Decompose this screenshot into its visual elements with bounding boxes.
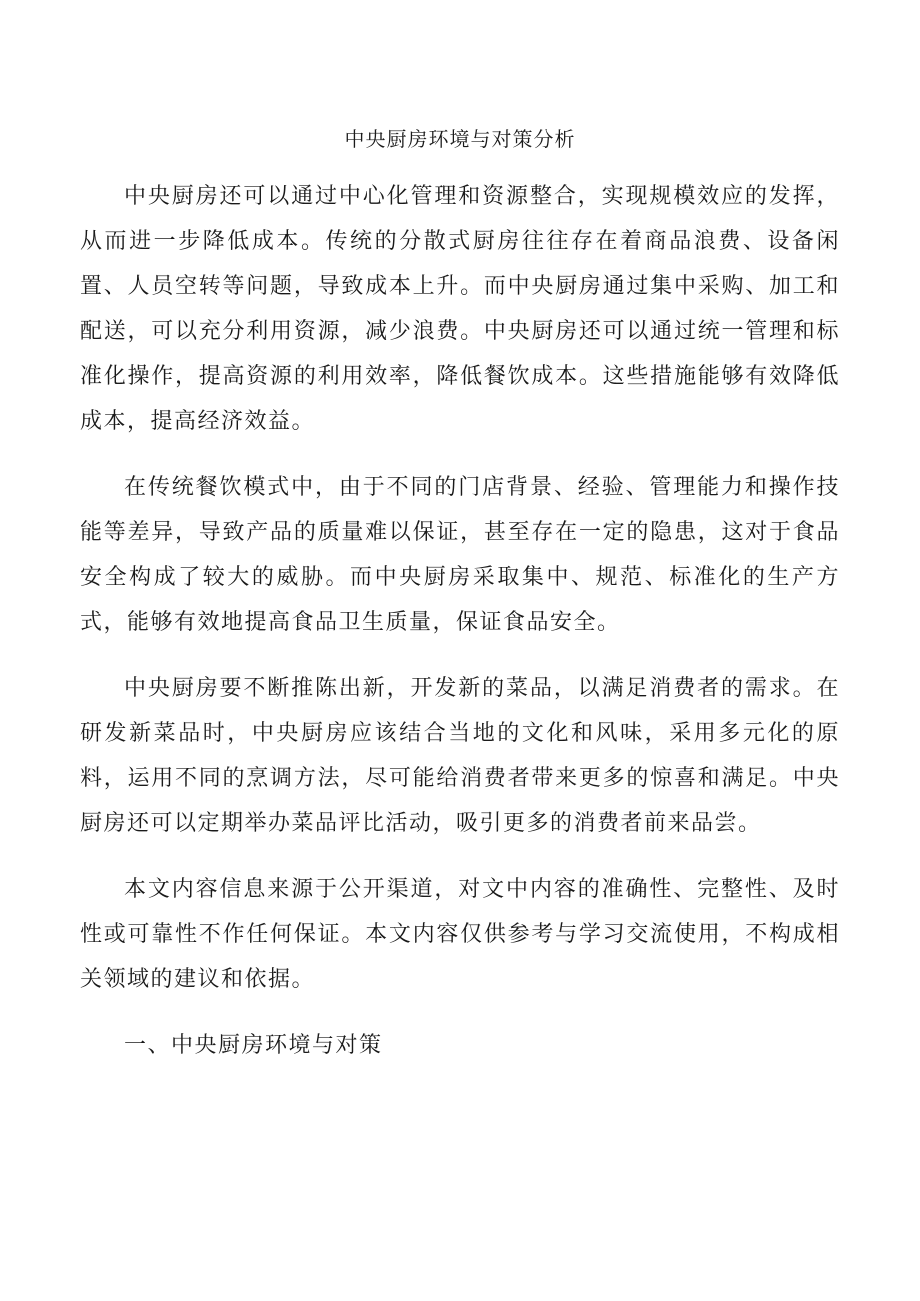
paragraph-cost-reduction: 中央厨房还可以通过中心化管理和资源整合，实现规模效应的发挥，从而进一步降低成本。传统的分散式厨房往往存在着商品浪费、设备闲置、人员空转等问题，导致成本上升。而中央厨房通过集中采购、加工和配送，可以充分利用资源，减少浪费。中央厨房还可以通过统一管理和标准化操作，提高资源的利用效率，降低餐饮成本。这些措施能够有效降低成本，提高经济效益。 [80, 184, 840, 434]
paragraph-disclaimer: 本文内容信息来源于公开渠道，对文中内容的准确性、完整性、及时性或可靠性不作任何保证。本文内容仅供参考与学习交流使用，不构成相关领域的建议和依据。 [80, 877, 840, 992]
section-heading: 一、中央厨房环境与对策 [124, 1033, 383, 1058]
document-title: 中央厨房环境与对策分析 [344, 127, 576, 151]
paragraph-food-safety: 在传统餐饮模式中，由于不同的门店背景、经验、管理能力和操作技能等差异，导致产品的质量难以保证，甚至存在一定的隐患，这对于食品安全构成了较大的威胁。而中央厨房采取集中、规范、标准化的生产方式，能够有效地提高食品卫生质量，保证食品安全。 [80, 475, 840, 635]
paragraph-new-dishes: 中央厨房要不断推陈出新，开发新的菜品，以满足消费者的需求。在研发新菜品时，中央厨房应该结合当地的文化和风味，采用多元化的原料，运用不同的烹调方法，尽可能给消费者带来更多的惊喜和满足。中央厨房还可以定期举办菜品评比活动，吸引更多的消费者前来品尝。 [80, 676, 840, 836]
